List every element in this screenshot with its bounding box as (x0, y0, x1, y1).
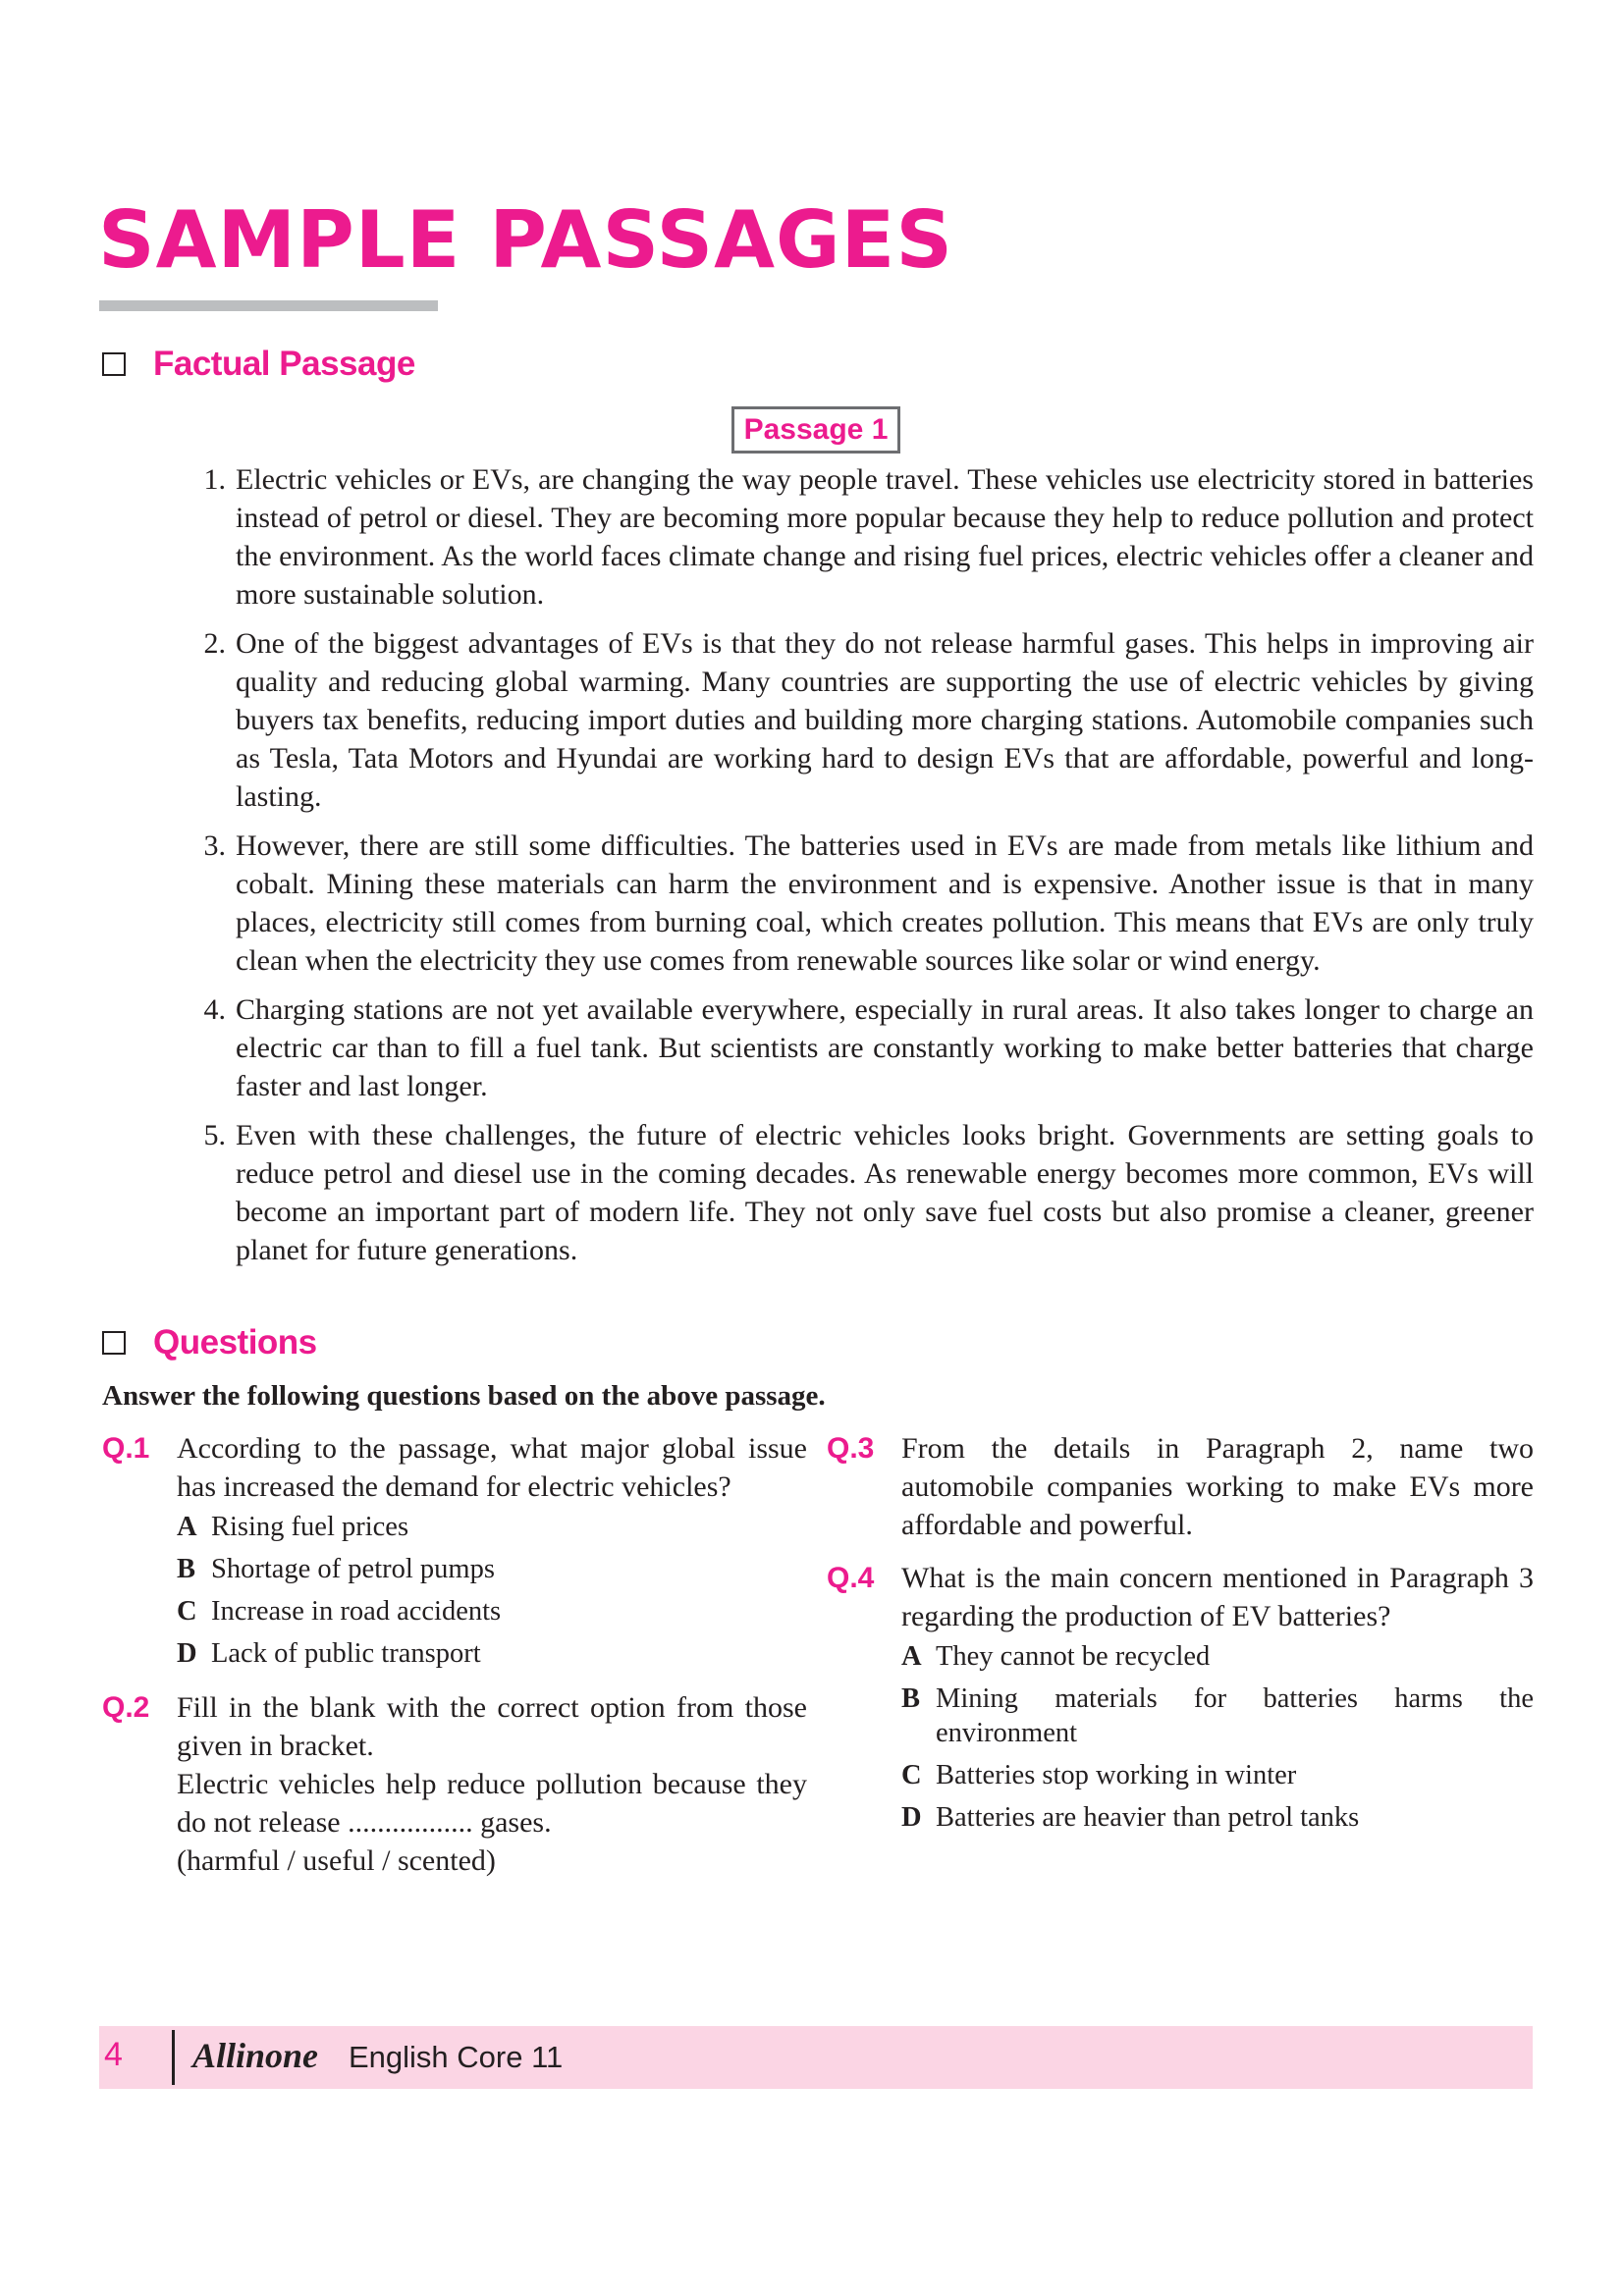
option-text: Increase in road accidents (211, 1596, 502, 1627)
questions-left-column (102, 1429, 807, 1880)
question-number: Q.2 (102, 1691, 150, 1724)
option-b (177, 1552, 807, 1586)
passage-badge-label: Passage 1 (743, 413, 889, 446)
option-d (177, 1636, 807, 1671)
section-heading-factual-passage (102, 345, 415, 384)
option-text: Lack of public transport (211, 1638, 481, 1669)
option-c (901, 1758, 1534, 1792)
question-4 (827, 1559, 1534, 1842)
option-text: Batteries are heavier than petrol tanks (936, 1802, 1360, 1833)
option-a (901, 1639, 1534, 1674)
page-title: SAMPLE PASSAGES (98, 194, 953, 286)
option-text: Shortage of petrol pumps (211, 1554, 495, 1584)
paragraph (147, 460, 1534, 614)
section-heading-questions (102, 1323, 317, 1362)
option-a (177, 1510, 807, 1544)
paragraph-number: 5. (203, 1119, 226, 1151)
title-underline (99, 300, 438, 311)
option-letter: C (901, 1760, 922, 1790)
question-text: Fill in the blank with the correct option from those given in bracket. (177, 1691, 807, 1762)
paragraph (147, 990, 1534, 1105)
paragraph-text: Charging stations are not yet available everywhere, especially in rural areas. It also takes longer to charge an electric car than to fill a fuel tank. But scientists are constantly working to make better batteries that charge faster and last longer. (236, 993, 1534, 1102)
paragraph (147, 1116, 1534, 1269)
option-text: Mining materials for batteries harms the environment (936, 1683, 1534, 1748)
paragraph (147, 827, 1534, 980)
paragraph-number: 3. (203, 829, 226, 862)
passage-badge (731, 406, 900, 454)
question-number: Q.1 (102, 1432, 150, 1465)
passage-paragraphs (147, 460, 1534, 1280)
option-letter: A (177, 1512, 197, 1542)
options-list (177, 1510, 807, 1671)
question-text: Electric vehicles help reduce pollution because they do not release ................. gases. (177, 1768, 807, 1839)
option-letter: B (901, 1683, 921, 1714)
paragraph-number: 4. (203, 993, 226, 1026)
option-letter: D (901, 1802, 922, 1833)
question-number: Q.4 (827, 1562, 875, 1594)
option-letter: C (177, 1596, 197, 1627)
brand-logo: Allinone (192, 2036, 319, 2075)
book-title: English Core 11 (349, 2040, 564, 2074)
paragraph-number: 2. (203, 627, 226, 660)
section-label: Questions (153, 1323, 317, 1362)
option-letter: A (901, 1641, 922, 1672)
option-d (901, 1800, 1534, 1835)
checkbox-icon (102, 1331, 126, 1355)
questions-instruction: Answer the following questions based on the above passage. (102, 1380, 826, 1412)
paragraph-text: However, there are still some difficulties. The batteries used in EVs are made from metals like lithium and cobalt. Mining these materials can harm the environment and is expensive. Another issue is that in many places, electricity still comes from burning coal, which creates pollution. This means that EVs are only truly clean when the electricity they use comes from renewable sources like solar or wind energy. (236, 829, 1534, 977)
question-1 (102, 1429, 807, 1679)
option-text: Batteries stop working in winter (936, 1760, 1297, 1790)
question-3 (827, 1429, 1534, 1544)
question-number: Q.3 (827, 1432, 875, 1465)
question-text: What is the main concern mentioned in Paragraph 3 regarding the production of EV batteries? (901, 1562, 1534, 1632)
section-label: Factual Passage (153, 345, 415, 383)
option-c (177, 1594, 807, 1629)
paragraph-text: One of the biggest advantages of EVs is that they do not release harmful gases. This helps in improving air quality and reducing global warming. Many countries are supporting the use of electric vehicles by giving buyers tax benefits, reducing import duties and building more charging stations. Automobile companies such as Tesla, Tata Motors and Hyundai are working hard to design EVs that are affordable, powerful and long-lasting. (236, 627, 1534, 813)
footer-divider (172, 2030, 175, 2085)
paragraph-text: Electric vehicles or EVs, are changing the way people travel. These vehicles use electricity stored in batteries instead of petrol or diesel. They are becoming more popular because they help to reduce pollution and protect the environment. As the world faces climate change and rising fuel prices, electric vehicles offer a cleaner and more sustainable solution. (236, 463, 1534, 611)
checkbox-icon (102, 352, 126, 376)
questions-right-column (827, 1429, 1534, 1842)
page-number: 4 (104, 2036, 123, 2073)
option-b (901, 1682, 1534, 1750)
question-text: (harmful / useful / scented) (177, 1844, 496, 1877)
option-letter: B (177, 1554, 196, 1584)
question-text: From the details in Paragraph 2, name two automobile companies working to make EVs more affordable and powerful. (901, 1432, 1534, 1541)
option-letter: D (177, 1638, 197, 1669)
option-text: Rising fuel prices (211, 1512, 409, 1542)
options-list (901, 1639, 1534, 1835)
paragraph-number: 1. (203, 463, 226, 496)
question-text: According to the passage, what major global issue has increased the demand for electric vehicles? (177, 1432, 807, 1503)
question-2 (102, 1688, 807, 1880)
paragraph (147, 624, 1534, 816)
paragraph-text: Even with these challenges, the future of electric vehicles looks bright. Governments are setting goals to reduce petrol and diesel use in the coming decades. As renewable energy becomes more common, EVs will become an important part of modern life. They not only save fuel costs but also promise a cleaner, greener planet for future generations. (236, 1119, 1534, 1266)
option-text: They cannot be recycled (936, 1641, 1211, 1672)
